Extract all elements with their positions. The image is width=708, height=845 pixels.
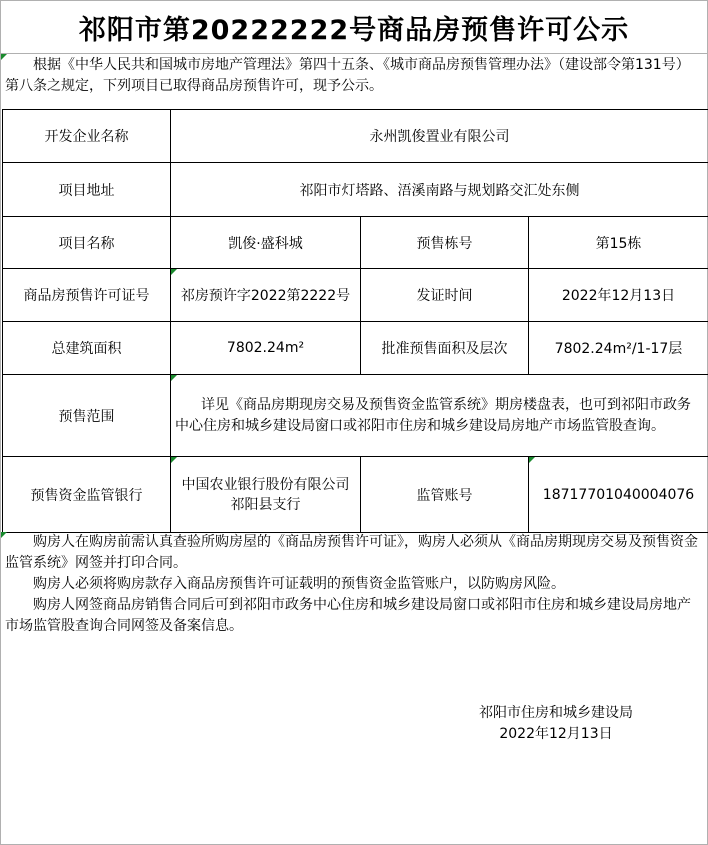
account-cell bbox=[529, 457, 708, 533]
cell-marker-icon bbox=[529, 457, 535, 463]
page-title: 祁阳市第20222222号商品房预售许可公示 bbox=[1, 1, 707, 54]
table-row bbox=[3, 163, 708, 217]
table-row bbox=[3, 269, 708, 322]
table-row bbox=[3, 110, 708, 163]
table-row bbox=[3, 375, 708, 457]
account-value: 18717701040004076 bbox=[542, 486, 695, 503]
project-name-value: 凯俊·盛科城 bbox=[171, 217, 361, 269]
building-label: 预售栋号 bbox=[361, 217, 529, 269]
account-label: 监管账号 bbox=[361, 457, 529, 533]
cell-marker-icon bbox=[171, 457, 177, 463]
scope-cell bbox=[171, 375, 708, 457]
permit-no-value: 祁房预许字2022第2222号 bbox=[180, 288, 351, 304]
bank-cell bbox=[171, 457, 361, 533]
scope-label: 预售范围 bbox=[3, 375, 171, 457]
approved-area-label: 批准预售面积及层次 bbox=[361, 322, 529, 375]
scope-value: 详见《商品房期现房交易及预售资金监管系统》期房楼盘表，也可到祁阳市政务中心住房和城乡建设局窗口或祁阳市住房和城乡建设局房地产市场监管股查询。 bbox=[175, 396, 691, 434]
total-area-label: 总建筑面积 bbox=[3, 322, 171, 375]
buyer-notice bbox=[5, 532, 701, 637]
notice-line: 购房人网签商品房销售合同后可到祁阳市政务中心住房和城乡建设局窗口或祁阳市住房和城乡建设局房地产市场监管股查询合同网签及备案信息。 bbox=[5, 597, 691, 634]
notice-line: 购房人在购房前需认真查验所购房屋的《商品房预售许可证》，购房人必须从《商品房期现房交易及预售资金监管系统》网签并打印合同。 bbox=[5, 534, 698, 571]
notice-line: 购房人必须将购房款存入商品房预售许可证载明的预售资金监管账户，以防购房风险。 bbox=[33, 576, 565, 592]
permit-no-label: 商品房预售许可证号 bbox=[3, 269, 171, 322]
cell-marker-icon bbox=[171, 269, 177, 275]
approved-area-value: 7802.24m²/1-17层 bbox=[529, 322, 708, 375]
address-label: 项目地址 bbox=[3, 163, 171, 217]
bank-label: 预售资金监管银行 bbox=[3, 457, 171, 533]
issue-date-label: 发证时间 bbox=[361, 269, 529, 322]
signature-date: 2022年12月13日 bbox=[499, 726, 613, 742]
address-value: 祁阳市灯塔路、浯溪南路与规划路交汇处东侧 bbox=[171, 163, 708, 217]
total-area-value: 7802.24m² bbox=[171, 322, 361, 375]
issuing-authority: 祁阳市住房和城乡建设局 bbox=[479, 705, 633, 721]
developer-label: 开发企业名称 bbox=[3, 110, 171, 163]
table-row bbox=[3, 217, 708, 269]
signature-block bbox=[441, 703, 671, 745]
permit-info-table bbox=[2, 109, 708, 533]
table-row bbox=[3, 322, 708, 375]
issue-date-value: 2022年12月13日 bbox=[529, 269, 708, 322]
cell-marker-icon bbox=[171, 375, 177, 381]
project-name-label: 项目名称 bbox=[3, 217, 171, 269]
table-row bbox=[3, 457, 708, 533]
developer-value: 永州凯俊置业有限公司 bbox=[171, 110, 708, 163]
bank-value-line2: 祁阳县支行 bbox=[230, 496, 301, 513]
building-value: 第15栋 bbox=[529, 217, 708, 269]
intro-paragraph: 根据《中华人民共和国城市房地产管理法》第四十五条、《城市商品房预售管理办法》（建设部令第131号）第八条之规定，下列项目已取得商品房预售许可，现予公示。 bbox=[5, 57, 690, 94]
bank-value-line1: 中国农业银行股份有限公司 bbox=[181, 476, 350, 493]
permit-no-cell bbox=[171, 269, 361, 322]
